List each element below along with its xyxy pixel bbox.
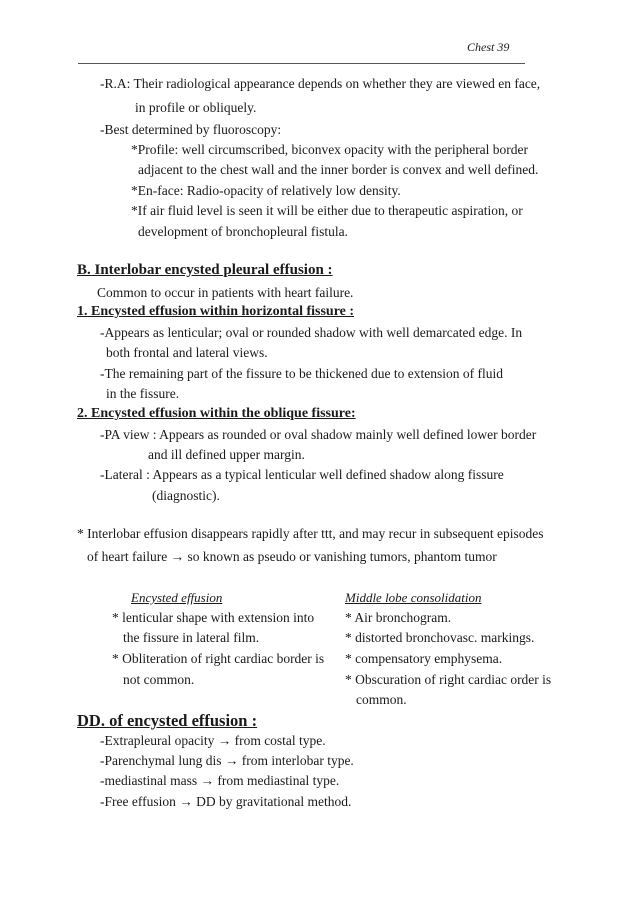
ra-line-8: development of bronchopleural fistula. (138, 224, 348, 239)
note-line-1: * Interlobar effusion disappears rapidly after ttt, and may recur in subsequent episodes (77, 526, 544, 541)
comparison-right-item: common. (356, 692, 407, 707)
page-header-label: Chest 39 (467, 40, 510, 54)
comparison-left-item: not common. (123, 672, 195, 687)
comparison-right-item: * Air bronchogram. (345, 610, 452, 625)
comparison-right-item: * distorted bronchovasc. markings. (345, 630, 535, 645)
section-b-intro: Common to occur in patients with heart failure. (97, 285, 354, 300)
dd-item: -Free effusion → DD by gravitational method. (100, 794, 352, 809)
section-b-heading: B. Interlobar encysted pleural effusion : (77, 262, 333, 278)
comparison-right-heading: Middle lobe consolidation (345, 590, 482, 605)
sub1-line-4: in the fissure. (106, 386, 180, 401)
dd-item: -mediastinal mass → from mediastinal type. (100, 773, 340, 788)
comparison-right-item: * compensatory emphysema. (345, 651, 503, 666)
note-line-2: of heart failure → so known as pseudo or vanishing tumors, phantom tumor (87, 549, 497, 564)
subsection-1-heading: 1. Encysted effusion within horizontal fissure : (77, 304, 355, 319)
comparison-left-item: * lenticular shape with extension into (112, 610, 315, 625)
ra-line-6: *En-face: Radio-opacity of relatively low density. (131, 183, 401, 198)
comparison-right-item: * Obscuration of right cardiac order is (345, 672, 552, 687)
ra-line-4: *Profile: well circumscribed, biconvex opacity with the peripheral border (131, 142, 528, 157)
sub2-line-4: (diagnostic). (152, 488, 220, 503)
dd-heading: DD. of encysted effusion : (77, 711, 258, 730)
ra-line-5: adjacent to the chest wall and the inner border is convex and well defined. (138, 162, 539, 177)
ra-line-3: -Best determined by fluoroscopy: (100, 122, 282, 137)
ra-line-1: -R.A: Their radiological appearance depends on whether they are viewed en face, (100, 76, 541, 91)
sub1-line-2: both frontal and lateral views. (106, 345, 268, 360)
comparison-left-item: the fissure in lateral film. (123, 630, 260, 645)
ra-line-7: *If air fluid level is seen it will be either due to therapeutic aspiration, or (131, 203, 523, 218)
sub2-line-3: -Lateral : Appears as a typical lenticular well defined shadow along fissure (100, 467, 504, 482)
dd-item: -Parenchymal lung dis → from interlobar type. (100, 753, 354, 768)
subsection-2-heading: 2. Encysted effusion within the oblique fissure: (77, 406, 356, 421)
ra-line-2: in profile or obliquely. (135, 100, 257, 115)
header-rule (78, 63, 525, 64)
comparison-left-item: * Obliteration of right cardiac border is (112, 651, 325, 666)
sub1-line-1: -Appears as lenticular; oval or rounded shadow with well demarcated edge. In (100, 325, 523, 340)
sub2-line-1: -PA view : Appears as rounded or oval shadow mainly well defined lower border (100, 427, 537, 442)
sub1-line-3: -The remaining part of the fissure to be thickened due to extension of fluid (100, 366, 504, 381)
dd-item: -Extrapleural opacity → from costal type. (100, 733, 326, 748)
comparison-left-heading: Encysted effusion (131, 590, 223, 605)
sub2-line-2: and ill defined upper margin. (148, 447, 305, 462)
